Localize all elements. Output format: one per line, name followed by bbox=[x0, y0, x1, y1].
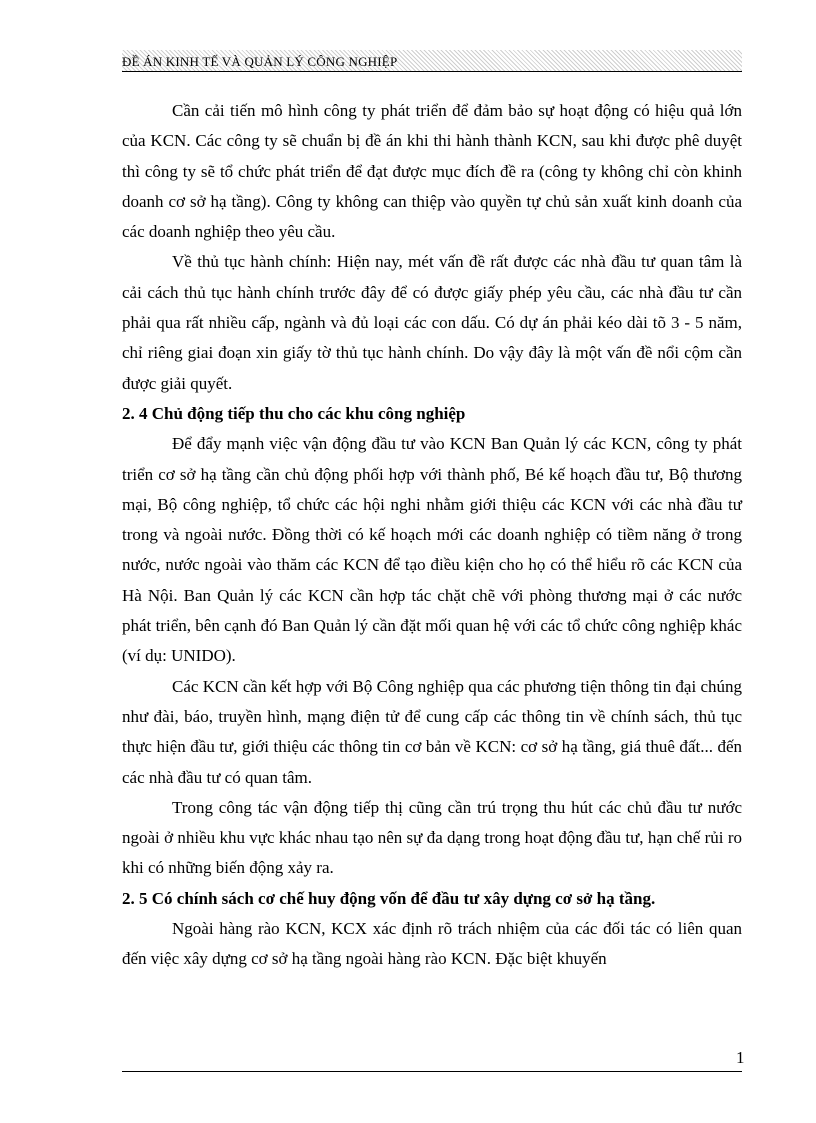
paragraph: Cần cải tiến mô hình công ty phát triển để đảm bảo sự hoạt động có hiệu quả lớn của KCN. Các công ty sẽ chuẩn bị đề án khi thi hành thành KCN, sau khi được phê duyệt thì công ty sẽ tổ chức phát triển để đạt được mục đích đề ra (công ty không chỉ còn khinh doanh cơ sở hạ tầng). Công ty không can thiệp vào quyền tự chủ sản xuất kinh doanh của các doanh nghiệp theo yêu cầu. bbox=[122, 101, 742, 242]
document-body bbox=[122, 96, 742, 975]
paragraph: Về thủ tục hành chính: Hiện nay, mét vấn đề rất được các nhà đầu tư quan tâm là cải cách thủ tục hành chính trước đây để có được giấy phép yêu cầu, các nhà đầu tư cần phải qua rất nhiều cấp, ngành và đủ loại các con dấu. Có dự án phải kéo dài tõ 3 - 5 năm, chỉ riêng giai đoạn xin giấy tờ thủ tục hành chính. Do vậy đây là một vấn đề nổi cộm cần được giải quyết. bbox=[122, 252, 742, 393]
footer-divider bbox=[122, 1071, 742, 1072]
paragraph: Trong công tác vận động tiếp thị cũng cần trú trọng thu hút các chủ đầu tư nước ngoài ở nhiều khu vực khác nhau tạo nên sự đa dạng trong hoạt động đầu tư, hạn chế rủi ro khi có những biến động xảy ra. bbox=[122, 797, 742, 878]
section-heading: 2. 5 Có chính sách cơ chế huy động vốn để đầu tư xây dựng cơ sở hạ tầng. bbox=[122, 888, 656, 908]
page-number: 1 bbox=[736, 1048, 745, 1067]
page-header bbox=[122, 50, 742, 72]
header-title: ĐỀ ÁN KINH TẾ VÀ QUẢN LÝ CÔNG NGHIỆP bbox=[122, 54, 398, 69]
section-heading: 2. 4 Chủ động tiếp thu cho các khu công nghiệp bbox=[122, 403, 466, 423]
paragraph: Ngoài hàng rào KCN, KCX xác định rõ trách nhiệm của các đối tác có liên quan đến việc xây dựng cơ sở hạ tầng ngoài hàng rào KCN. Đặc biệt khuyến bbox=[122, 919, 742, 969]
paragraph: Các KCN cần kết hợp với Bộ Công nghiệp qua các phương tiện thông tin đại chúng như đài, báo, truyền hình, mạng điện tử để cung cấp các thông tin về chính sách, thủ tục thực hiện đầu tư, giới thiệu các thông tin cơ bản về KCN: cơ sở hạ tầng, giá thuê đất... đến các nhà đầu tư có quan tâm. bbox=[122, 676, 742, 787]
paragraph: Để đẩy mạnh việc vận động đầu tư vào KCN Ban Quản lý các KCN, công ty phát triển cơ sở hạ tầng cần chủ động phối hợp với thành phố, Bé kế hoạch đầu tư, Bộ thương mại, Bộ công nghiệp, tổ chức các hội nghi nhằm giới thiệu các KCN với các nhà đầu tư trong và ngoài nước. Đồng thời có kế hoạch mới các doanh nghiệp có tiềm năng ở trong nước, nước ngoài vào thăm các KCN để tạo điều kiện cho họ có thể hiểu rõ các KCN của Hà Nội. Ban Quản lý các KCN cần hợp tác chặt chẽ với phòng thương mại ở các nước phát triển, bên cạnh đó Ban Quản lý cần đặt mối quan hệ với các tổ chức công nghiệp khác (ví dụ: UNIDO). bbox=[122, 434, 742, 666]
